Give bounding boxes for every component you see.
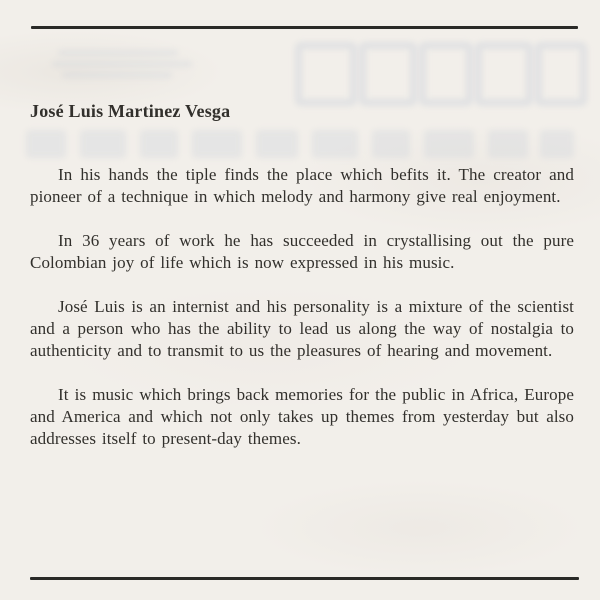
bio-paragraph-1: In his hands the tiple finds the place which befits it. The creator and pioneer of a technique in which melody and harmony give real enjoyment. — [30, 165, 574, 206]
bio-paragraph-3: José Luis is an internist and his personality is a mixture of the scientist and a person who has the ability to lead us along the way of nostalgia to authenticity and to transmit to us the pleasures of hearing and movement. — [30, 297, 574, 360]
showthrough-title-letters — [295, 42, 575, 96]
showthrough-text-lines — [52, 48, 202, 82]
bio-paragraph-2: In 36 years of work he has succeeded in crystallising out the pure Colombian joy of life which is now expressed in his music. — [30, 231, 574, 272]
author-heading: José Luis Martinez Vesga — [30, 101, 231, 121]
bottom-divider-rule — [30, 577, 579, 580]
bio-paragraph-4: It is music which brings back memories for the public in Africa, Europe and America and which not only takes up themes from yesterday but also addresses itself to present-day themes. — [30, 385, 574, 448]
liner-notes-text-block — [30, 100, 574, 472]
top-divider-rule — [31, 26, 578, 29]
